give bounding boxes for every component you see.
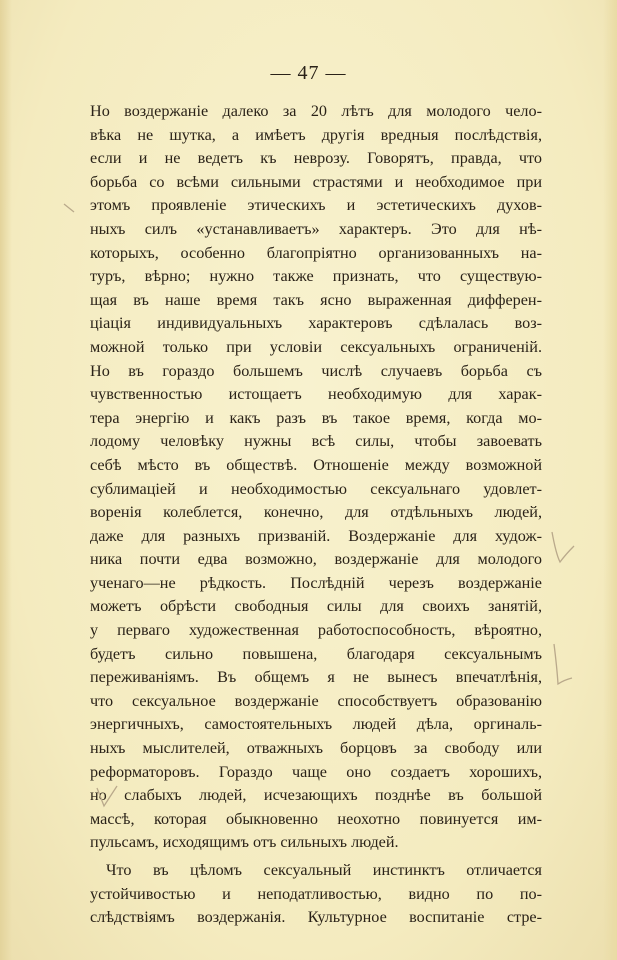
- text-line: лодому человѣку нужны всѣ силы, чтобы завоевать: [90, 432, 542, 451]
- pencil-margin-mark-2: [548, 640, 578, 690]
- text-line: ныхъ силъ «устанавливаетъ» характеръ. Это для нѣ-: [90, 219, 542, 238]
- text-line: сублимаціей и необходимостью сексуальнаго удовлет-: [90, 479, 542, 498]
- text-line: у перваго художественная работоспособность, вѣроятно,: [90, 621, 542, 640]
- text-line: борьба со всѣми сильными страстями и необходимое при: [90, 172, 542, 191]
- text-line: Но въ гораздо большемъ числѣ случаевъ борьба съ: [90, 361, 542, 380]
- text-line: себѣ мѣсто въ обществѣ. Отношеніе между возможной: [90, 455, 542, 474]
- text-line: если и не ведетъ къ неврозу. Говорятъ, правда, что: [90, 149, 542, 168]
- page-edge-shadow-right: [603, 0, 617, 960]
- text-line: массѣ, которая обыкновенно неохотно повинуется им-: [90, 809, 542, 828]
- pencil-margin-mark-3: [95, 782, 121, 810]
- text-line: но слабыхъ людей, исчезающихъ позднѣе въ большой: [90, 786, 542, 805]
- text-line: тера энергію и какъ разъ въ такое время, когда мо-: [90, 408, 542, 427]
- pencil-margin-mark-1: [548, 528, 578, 568]
- paragraph-2: [90, 859, 542, 930]
- text-line: будетъ сильно повышена, благодаря сексуальнымъ: [90, 644, 542, 663]
- text-line: вѣка не шутка, а имѣетъ другія вредныя послѣдствія,: [90, 125, 542, 144]
- text-line: Что въ цѣломъ сексуальный инстинктъ отличается: [106, 861, 542, 879]
- text-line: пульсамъ, исходящимъ отъ сильныхъ людей.: [90, 833, 399, 852]
- text-line: ника почти едва возможно, воздержаніе для молодого: [90, 550, 542, 569]
- text-line: ныхъ мыслителей, отважныхъ борцовъ за свободу или: [90, 739, 542, 758]
- text-line: этомъ проявленіе этическихъ и эстетическихъ духов-: [90, 196, 542, 215]
- text-line: даже для разныхъ призваній. Воздержаніе для худож-: [90, 526, 542, 545]
- text-line: реформаторовъ. Гораздо чаще оно создаетъ хорошихъ,: [90, 762, 542, 781]
- paragraph-1: [90, 100, 542, 855]
- text-line: можной только при условіи сексуальныхъ ограниченій.: [90, 337, 542, 356]
- pencil-margin-mark-4: [60, 200, 80, 220]
- text-line: Но воздержаніе далеко за 20 лѣтъ для молодого чело-: [90, 102, 542, 120]
- text-line: воренія колеблется, конечно, для отдѣльныхъ людей,: [90, 503, 542, 522]
- text-line: устойчивостью и неподатливостью, видно по по-: [90, 884, 542, 903]
- text-line: слѣдствіямъ воздержанія. Культурное воспитаніе стре-: [90, 908, 542, 927]
- text-line: туръ, вѣрно; нужно также признать, что существую-: [90, 267, 542, 286]
- text-line: энергичныхъ, самостоятельныхъ людей дѣла, оргиналь-: [90, 715, 542, 734]
- text-line: можетъ обрѣсти свободныя силы для своихъ занятій,: [90, 597, 542, 616]
- text-line: щая въ наше время такъ ясно выраженная дифферен-: [90, 290, 542, 309]
- body-text: [90, 100, 542, 930]
- text-line: ученаго—не рѣдкость. Послѣдній черезъ воздержаніе: [90, 573, 542, 592]
- text-line: что сексуальное воздержаніе способствуетъ образованію: [90, 691, 542, 710]
- text-line: ціація индивидуальныхъ характеровъ сдѣлалась воз-: [90, 314, 542, 333]
- text-line: чувственностью истощаетъ необходимую для харак-: [90, 385, 542, 404]
- text-line: которыхъ, особенно благопріятно организованныхъ на-: [90, 243, 542, 262]
- page-edge-shadow-left: [0, 0, 12, 960]
- text-line: переживаніямъ. Въ общемъ я не вынесъ впечатлѣнія,: [90, 668, 542, 687]
- page-number: — 47 —: [270, 62, 347, 84]
